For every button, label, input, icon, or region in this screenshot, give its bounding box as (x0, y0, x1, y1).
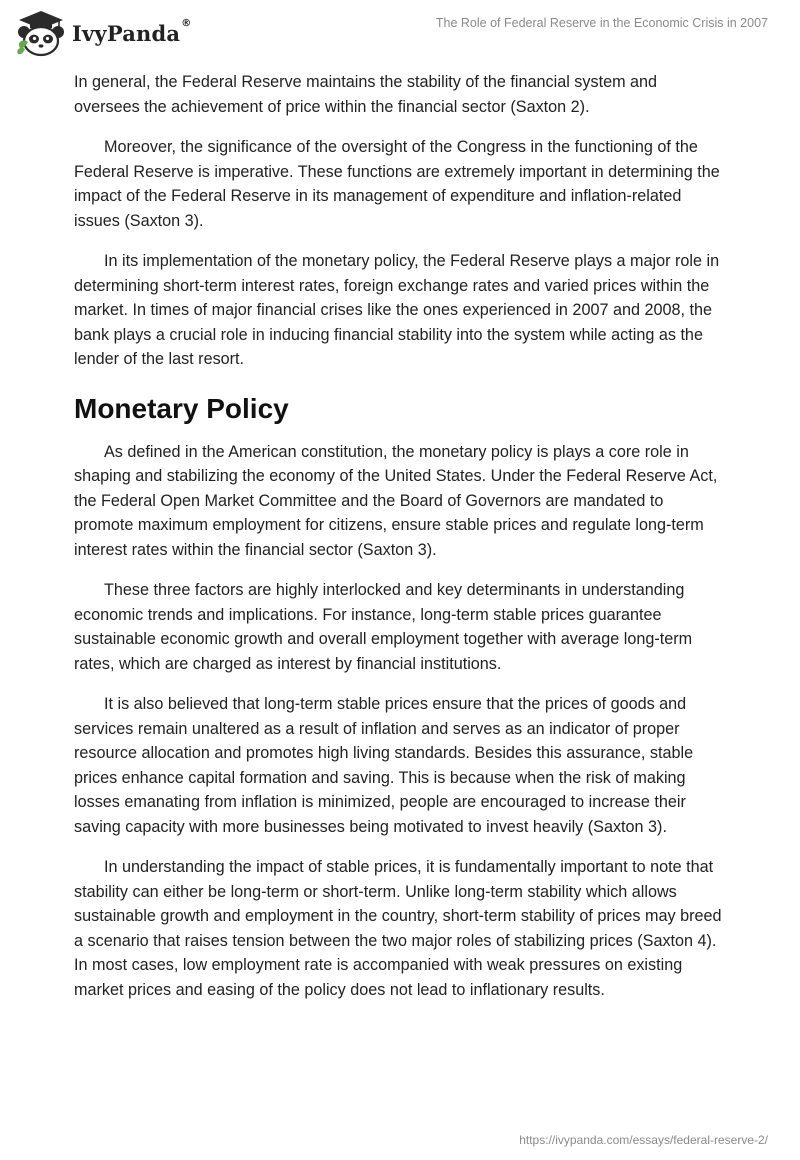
paragraph: In its implementation of the monetary policy, the Federal Reserve plays a major role in determining short-term interest rates, foreign exchange rates and varied prices within the market. In times of major financial crises like the ones experienced in 2007 and 2008, the bank plays a crucial role in inducing financial stability into the system while acting as the lender of the last resort. (74, 252, 720, 368)
brand-name (72, 17, 192, 46)
paragraph: As defined in the American constitution, the monetary policy is plays a core role in shaping and stabilizing the economy of the United States. Under the Federal Reserve Act, the Federal Open Market Committee and the Board of Governors are mandated to promote maximum employment for citizens, ensure stable prices and regulate long-term interest rates within the financial sector (Saxton 3). (74, 442, 718, 559)
paragraph: Moreover, the significance of the oversight of the Congress in the functioning of the Federal Reserve is imperative. These functions are extremely important in determining the impact of the Federal Reserve in its management of expenditure and inflation-related issues (Saxton 3). (74, 138, 720, 230)
brand-name-text: IvyPanda (72, 20, 181, 46)
registered-mark: ® (181, 17, 192, 29)
paragraph: In understanding the impact of stable prices, it is fundamentally important to note that stability can either be long-term or short-term. Unlike long-term stability which allows sustainable growth and employment in the country, short-term stability of prices may breed a scenario that raises tension between the two major roles of stabilizing prices (Saxton 4). In most cases, low employment rate is accompanied with weak pressures on existing market prices and easing of the policy does not lead to inflationary results. (74, 858, 722, 999)
brand-logo[interactable] (14, 8, 191, 58)
document-title: The Role of Federal Reserve in the Economic Crisis in 2007 (435, 16, 768, 30)
panda-graduate-logo-icon (14, 8, 68, 58)
paragraph: In general, the Federal Reserve maintains the stability of the financial system and oversees the achievement of price within the financial sector (Saxton 2). (74, 73, 658, 116)
source-url[interactable]: https://ivypanda.com/essays/federal-reserve-2/ (519, 1133, 768, 1147)
essay-body (74, 70, 726, 1018)
paragraph: It is also believed that long-term stable prices ensure that the prices of goods and services remain unaltered as a result of inflation and serves as an indicator of proper resource allocation and promotes high living standards. Besides this assurance, stable prices enhance capital formation and saving. This is because when the risk of making losses emanating from inflation is minimized, people are encouraged to increase their saving capacity with more businesses being motivated to invest heavily (Saxton 3). (74, 695, 694, 836)
section-heading: Monetary Policy (74, 392, 289, 424)
paragraph: These three factors are highly interlocked and key determinants in understanding economic trends and implications. For instance, long-term stable prices guarantee sustainable economic growth and overall employment together with average long-term rates, which are charged as interest by financial institutions. (74, 581, 693, 673)
